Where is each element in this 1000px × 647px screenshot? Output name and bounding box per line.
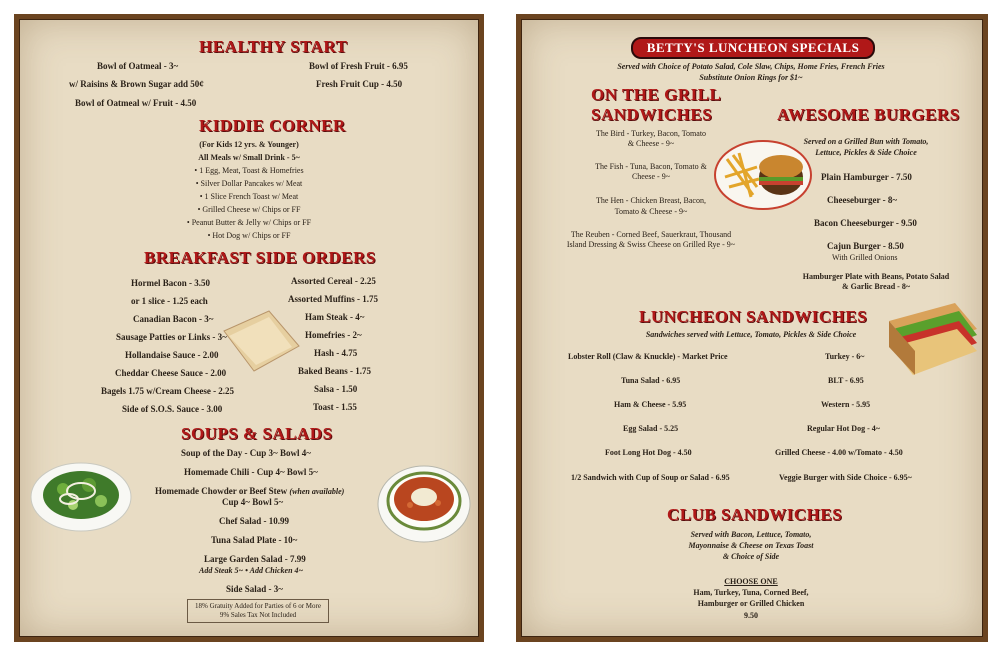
luncheon-item: Ham & Cheese - 5.95	[614, 400, 687, 409]
luncheon-item: 1/2 Sandwich with Cup of Soup or Salad - 6.95	[571, 473, 730, 482]
soup-item: Homemade Chili - Cup 4~ Bowl 5~	[184, 467, 318, 477]
breakfast-sides-heading: BREAKFAST SIDE ORDERS	[144, 248, 376, 267]
raisins-item: w/ Raisins & Brown Sugar add 50¢	[69, 79, 204, 89]
kiddie-item: • Silver Dollar Pancakes w/ Meat	[195, 179, 303, 188]
club-subtitle: Served with Bacon, Lettuce, Tomato,	[690, 530, 812, 539]
burgers-subtitle-cont: Lettuce, Pickles & Side Choice	[815, 148, 917, 157]
kiddie-item: • 1 Slice French Toast w/ Meat	[199, 192, 299, 201]
soup-item: Tuna Salad Plate - 10~	[211, 535, 298, 545]
kiddie-subtitle: (For Kids 12 yrs. & Younger)	[199, 140, 299, 149]
luncheon-subtitle: Sandwiches served with Lettuce, Tomato, Pickles & Side Choice	[645, 330, 857, 339]
breakfast-side-item: Homefries - 2~	[305, 330, 362, 340]
breakfast-side-item: Assorted Cereal - 2.25	[291, 276, 376, 286]
luncheon-item: Foot Long Hot Dog - 4.50	[605, 448, 692, 457]
grill-item-fish: The Fish - Tuna, Bacon, Tomato &	[595, 162, 707, 171]
right-menu-page	[516, 14, 988, 642]
breakfast-side-item: Hormel Bacon - 3.50	[131, 278, 210, 288]
awesome-burgers-heading: AWESOME BURGERS	[777, 105, 960, 124]
on-the-grill-heading: ON THE GRILL	[591, 85, 722, 104]
luncheon-item: Egg Salad - 5.25	[623, 424, 679, 433]
breakfast-side-item: Side of S.O.S. Sauce - 3.00	[122, 404, 223, 414]
soup-item: Chef Salad - 10.99	[219, 516, 290, 526]
kiddie-item: • Hot Dog w/ Chips or FF	[207, 231, 291, 240]
tax-text: 9% Sales Tax Not Included	[219, 611, 297, 619]
chowder-note: (when available)	[289, 487, 345, 496]
soup-item: Side Salad - 3~	[226, 584, 283, 594]
breakfast-side-item: Bagels 1.75 w/Cream Cheese - 2.25	[101, 386, 235, 396]
burger-plate-item: Hamburger Plate with Beans, Potato Salad	[802, 272, 950, 281]
breakfast-side-item: Canadian Bacon - 3~	[133, 314, 214, 324]
club-options: Ham, Turkey, Tuna, Corned Beef,	[693, 588, 809, 597]
soup-item: Large Garden Salad - 7.99	[204, 554, 306, 564]
club-subtitle-cont: & Choice of Side	[722, 552, 780, 561]
left-menu-page	[14, 14, 484, 642]
breakfast-side-item: Cheddar Cheese Sauce - 2.00	[115, 368, 227, 378]
burger-item: Plain Hamburger - 7.50	[821, 172, 912, 182]
club-price: 9.50	[744, 611, 758, 620]
burger-plate-item-cont: & Garlic Bread - 8~	[842, 282, 910, 291]
club-sandwich-image	[885, 299, 981, 379]
onion-rings-note: Substitute Onion Rings for $1~	[699, 73, 803, 82]
burger-item: Cajun Burger - 8.50	[827, 241, 904, 251]
breakfast-side-item: Sausage Patties or Links - 3~	[116, 332, 227, 342]
cajun-onions-note: With Grilled Onions	[832, 253, 898, 262]
soups-salads-heading: SOUPS & SALADS	[181, 424, 333, 443]
grill-item-bird-cont: & Cheese - 9~	[627, 139, 675, 148]
breakfast-side-item: or 1 slice - 1.25 each	[131, 296, 208, 306]
grill-item-fish-cont: Cheese - 9~	[631, 172, 671, 181]
club-options-cont: Hamburger or Grilled Chicken	[697, 599, 805, 608]
breakfast-side-item: Hollandaise Sauce - 2.00	[125, 350, 219, 360]
fruit-cup-item: Fresh Fruit Cup - 4.50	[316, 79, 403, 89]
luncheon-item: Regular Hot Dog - 4~	[807, 424, 880, 433]
salad-addons: Add Steak 5~ • Add Chicken 4~	[199, 566, 304, 575]
chowder-label: Homemade Chowder or Beef Stew	[155, 486, 288, 496]
grill-item-hen: The Hen - Chicken Breast, Bacon,	[596, 196, 706, 205]
soup-bowl-image	[374, 459, 474, 544]
luncheon-item: Grilled Cheese - 4.00 w/Tomato - 4.50	[775, 448, 903, 457]
served-with-note: Served with Choice of Potato Salad, Cole Slaw, Chips, Home Fries, French Fries	[617, 62, 885, 71]
breakfast-side-item: Assorted Muffins - 1.75	[288, 294, 378, 304]
soup-item	[155, 486, 344, 497]
breakfast-side-item: Ham Steak - 4~	[305, 312, 365, 322]
oatmeal-fruit-item: Bowl of Oatmeal w/ Fruit - 4.50	[75, 98, 197, 108]
kiddie-item: • 1 Egg, Meat, Toast & Homefries	[194, 166, 304, 175]
gratuity-note	[187, 599, 329, 623]
kiddie-item: • Peanut Butter & Jelly w/ Chips or FF	[186, 218, 312, 227]
luncheon-item: Lobster Roll (Claw & Knuckle) - Market Price	[568, 352, 728, 361]
healthy-start-heading: HEALTHY START	[199, 37, 348, 56]
soup-item: Soup of the Day - Cup 3~ Bowl 4~	[181, 448, 311, 458]
grill-item-reuben-cont: Island Dressing & Swiss Cheese on Grilled Rye - 9~	[566, 240, 736, 249]
club-subtitle-cont: Mayonnaise & Cheese on Texas Toast	[688, 541, 814, 550]
luncheon-item: Turkey - 6~	[825, 352, 865, 361]
kiddie-item: • Grilled Cheese w/ Chips or FF	[197, 205, 301, 214]
luncheon-item: BLT - 6.95	[828, 376, 864, 385]
sandwiches-heading: SANDWICHES	[591, 105, 713, 124]
breakfast-side-item: Salsa - 1.50	[314, 384, 358, 394]
salad-plate-image	[29, 459, 134, 534]
kiddie-corner-heading: KIDDIE CORNER	[199, 116, 346, 135]
burger-item: Bacon Cheeseburger - 9.50	[814, 218, 917, 228]
luncheon-item: Western - 5.95	[821, 400, 871, 409]
kiddie-meals: All Meals w/ Small Drink - 5~	[198, 153, 300, 162]
toast-image	[214, 301, 304, 381]
choose-one-label: CHOOSE ONE	[724, 577, 778, 586]
breakfast-side-item: Baked Beans - 1.75	[298, 366, 372, 376]
grill-item-bird: The Bird - Turkey, Bacon, Tomato	[595, 129, 707, 138]
grill-item-reuben: The Reuben - Corned Beef, Sauerkraut, Thousand	[570, 230, 732, 239]
oatmeal-item: Bowl of Oatmeal - 3~	[97, 61, 179, 71]
soup-item: Cup 4~ Bowl 5~	[222, 497, 284, 507]
luncheon-specials-banner: BETTY'S LUNCHEON SPECIALS	[631, 37, 875, 59]
burger-item: Cheeseburger - 8~	[827, 195, 898, 205]
luncheon-item: Veggie Burger with Side Choice - 6.95~	[779, 473, 912, 482]
luncheon-item: Tuna Salad - 6.95	[621, 376, 681, 385]
luncheon-sandwiches-heading: LUNCHEON SANDWICHES	[639, 307, 868, 326]
breakfast-side-item: Toast - 1.55	[313, 402, 357, 412]
gratuity-text: 18% Gratuity Added for Parties of 6 or More	[195, 602, 321, 610]
breakfast-side-item: Hash - 4.75	[314, 348, 358, 358]
burgers-subtitle: Served on a Grilled Bun with Tomato,	[803, 137, 929, 146]
club-sandwiches-heading: CLUB SANDWICHES	[667, 505, 843, 524]
fresh-fruit-item: Bowl of Fresh Fruit - 6.95	[309, 61, 408, 71]
grill-item-hen-cont: Tomato & Cheese - 9~	[614, 207, 688, 216]
